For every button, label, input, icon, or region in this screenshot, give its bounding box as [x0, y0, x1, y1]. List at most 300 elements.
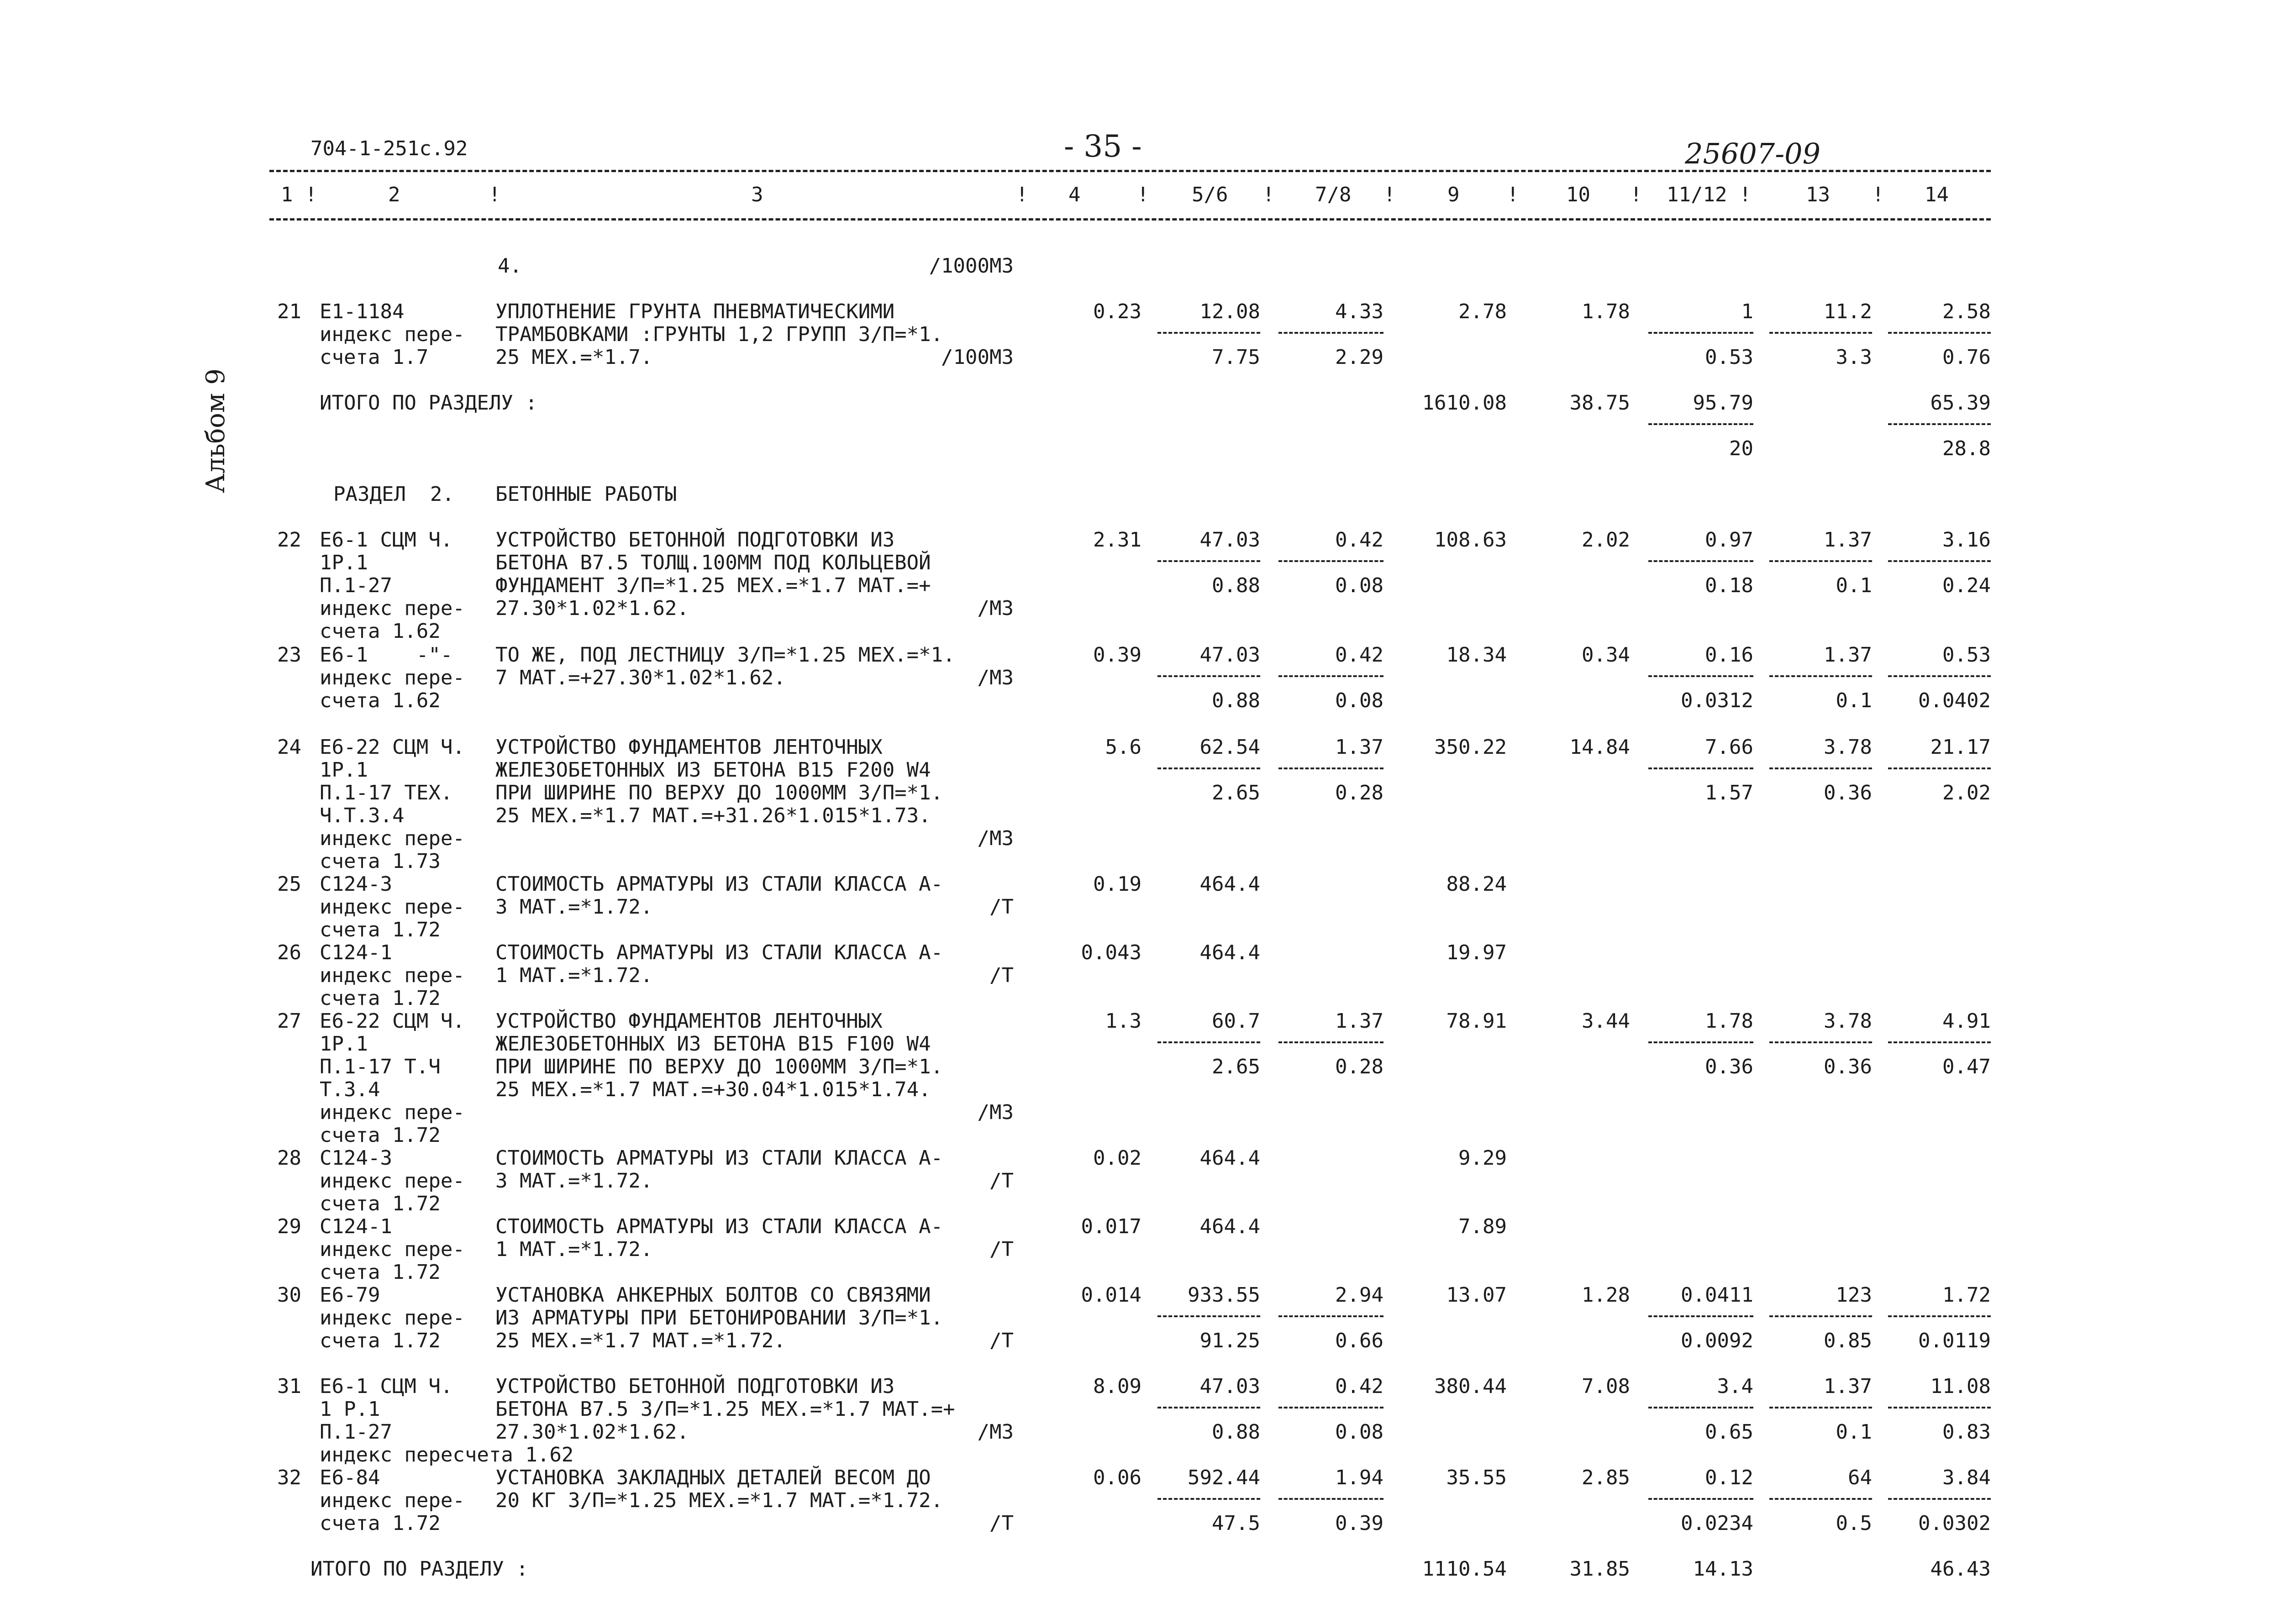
cell-c13: 123 [1836, 1283, 1872, 1307]
section-unit: /1000М3 [929, 254, 1014, 278]
cell-c56: 60.7 [1212, 1009, 1260, 1033]
description-line: ИЗ АРМАТУРЫ ПРИ БЕТОНИРОВАНИИ З/П=*1. [495, 1306, 943, 1330]
page-number: - 35 - [1064, 129, 1142, 164]
cell-c1112: 0.12 [1705, 1466, 1753, 1489]
description-line: 20 КГ З/П=*1.25 МЕХ.=*1.7 МАТ.=*1.72. [495, 1489, 943, 1512]
unit: /Т [989, 964, 1014, 987]
cell-c56: 464.4 [1199, 872, 1260, 896]
description-line: УСТРОЙСТВО ФУНДАМЕНТОВ ЛЕНТОЧНЫХ [495, 1009, 883, 1033]
row-number: 23 [277, 643, 301, 667]
description-line: ФУНДАМЕНТ З/П=*1.25 МЕХ.=*1.7 МАТ.=+ [495, 574, 931, 597]
cell-c4: 0.043 [1081, 941, 1142, 964]
description-line: ЖЕЛЕЗОБЕТОННЫХ ИЗ БЕТОНА В15 F200 W4 [495, 758, 931, 782]
row-number: 22 [277, 528, 301, 552]
description-line: 25 МЕХ.=*1.7 МАТ.=+30.04*1.015*1.74. [495, 1078, 931, 1101]
col-13: 13 [1806, 183, 1830, 206]
cell-c1112: 0.18 [1705, 574, 1753, 597]
description-line: УПЛОТНЕНИЕ ГРУНТА ПНЕВМАТИЧЕСКИМИ [495, 300, 895, 323]
cell-c9: 7.89 [1458, 1215, 1507, 1238]
description-line: 27.30*1.02*1.62. [495, 597, 689, 620]
fraction-line [1157, 1041, 1260, 1043]
fraction-line [1888, 675, 1991, 677]
fraction-line [1157, 560, 1260, 562]
cell-c13: 0.1 [1836, 574, 1872, 597]
code-line: счета 1.7 [320, 346, 429, 369]
unit: /М3 [977, 827, 1014, 850]
code-line: индекс пере- [320, 1306, 465, 1330]
cell-c10: 0.34 [1582, 643, 1630, 667]
cell-c10: 2.02 [1582, 528, 1630, 552]
cell-c56: 91.25 [1199, 1329, 1260, 1352]
code-line: счета 1.72 [320, 1512, 441, 1535]
fraction-line [1888, 1498, 1991, 1500]
description-line: 25 МЕХ.=*1.7 МАТ.=+31.26*1.015*1.73. [495, 804, 931, 827]
code-line: 1Р.1 [320, 1032, 368, 1056]
description-line: ЖЕЛЕЗОБЕТОННЫХ ИЗ БЕТОНА В15 F100 W4 [495, 1032, 931, 1056]
description-line: ПРИ ШИРИНЕ ПО ВЕРХУ ДО 1000ММ З/П=*1. [495, 1055, 943, 1078]
cell-c56: 7.75 [1212, 346, 1260, 369]
fraction-line [1157, 332, 1260, 334]
cell-c4: 0.017 [1081, 1215, 1142, 1238]
cell-c78: 0.28 [1335, 781, 1383, 804]
cell-c13: 3.78 [1824, 1009, 1872, 1033]
cell-c10: 2.85 [1582, 1466, 1630, 1489]
description-line: СТОИМОСТЬ АРМАТУРЫ ИЗ СТАЛИ КЛАССА А- [495, 872, 943, 896]
row-number: 25 [277, 872, 301, 896]
cell-c4: 1.3 [1105, 1009, 1142, 1033]
cell-c14: 46.43 [1930, 1557, 1991, 1581]
code-line: индекс пере- [320, 1238, 465, 1261]
fraction-line [1888, 1041, 1991, 1043]
cell-c9: 13.07 [1446, 1283, 1507, 1307]
col-5-6: 5/6 [1192, 183, 1228, 206]
cell-c78: 0.42 [1335, 643, 1383, 667]
cell-c56: 47.03 [1199, 643, 1260, 667]
fraction-line [1769, 1498, 1872, 1500]
cell-c78: 0.42 [1335, 528, 1383, 552]
code-line: С124-1 [320, 1215, 392, 1238]
col-sep: ! [1630, 183, 1642, 206]
cell-c9: 108.63 [1434, 528, 1507, 552]
col-2: 2 [388, 183, 400, 206]
cell-c78: 0.08 [1335, 574, 1383, 597]
fraction-line [1769, 560, 1872, 562]
code-line: Е1-1184 [320, 300, 405, 323]
code-line: счета 1.72 [320, 1329, 441, 1352]
fraction-line [1278, 1041, 1383, 1043]
fraction-line [1769, 332, 1872, 334]
cell-c56: 12.08 [1199, 300, 1260, 323]
code-line: 1 Р.1 [320, 1398, 380, 1421]
description-line: БЕТОНА В7.5 З/П=*1.25 МЕХ.=*1.7 МАТ.=+ [495, 1398, 955, 1421]
description-line: СТОИМОСТЬ АРМАТУРЫ ИЗ СТАЛИ КЛАССА А- [495, 1215, 943, 1238]
col-11-12: 11/12 ! [1667, 183, 1752, 206]
code-line: индекс пере- [320, 1169, 465, 1193]
cell-c56: 592.44 [1188, 1466, 1260, 1489]
cell-c78: 0.42 [1335, 1375, 1383, 1398]
cell-c14: 0.83 [1942, 1420, 1991, 1444]
code-line: С124-1 [320, 941, 392, 964]
description-line: ТРАМБОВКАМИ :ГРУНТЫ 1,2 ГРУПП З/П=*1. [495, 323, 943, 346]
code-line: счета 1.62 [320, 620, 441, 643]
code-line: С124-3 [320, 1146, 392, 1170]
cell-c1112: 1.57 [1705, 781, 1753, 804]
code-line: Е6-22 СЦМ Ч. [320, 736, 465, 759]
fraction-line [1769, 1407, 1872, 1409]
fraction-line [1648, 423, 1753, 425]
row-number: 30 [277, 1283, 301, 1307]
fraction-line [1157, 1407, 1260, 1409]
cell-c1112: 0.65 [1705, 1420, 1753, 1444]
fraction-line [1769, 675, 1872, 677]
unit: /М3 [977, 597, 1014, 620]
fraction-line [1888, 1407, 1991, 1409]
cell-c4: 0.39 [1093, 643, 1142, 667]
code-line: счета 1.62 [320, 689, 441, 712]
cell-c4: 0.19 [1093, 872, 1142, 896]
cell-c56: 2.65 [1212, 781, 1260, 804]
description-line: 1 МАТ.=*1.72. [495, 964, 653, 987]
cell-c14: 21.17 [1930, 736, 1991, 759]
cell-c9: 350.22 [1434, 736, 1507, 759]
fraction-line [1888, 423, 1991, 425]
fraction-line [1278, 675, 1383, 677]
description-line: 25 МЕХ.=*1.7. [495, 346, 653, 369]
fraction-line [1157, 767, 1260, 769]
col-9: 9 [1447, 183, 1460, 206]
description-line: ТО ЖЕ, ПОД ЛЕСТНИЦУ З/П=*1.25 МЕХ.=*1. [495, 643, 955, 667]
unit: /Т [989, 1169, 1014, 1193]
cell-c9: 9.29 [1458, 1146, 1507, 1170]
code-line: индекс пере- [320, 895, 465, 919]
row-number: 28 [277, 1146, 301, 1170]
code-line: П.1-27 [320, 1420, 392, 1444]
description-line: 3 МАТ.=*1.72. [495, 895, 653, 919]
code-line: индекс пере- [320, 1101, 465, 1124]
col-4: 4 [1068, 183, 1081, 206]
header-bottom-divider [269, 218, 1991, 221]
cell-c13: 1.37 [1824, 643, 1872, 667]
code-line: счета 1.72 [320, 1192, 441, 1215]
cell-c56: 47.03 [1199, 528, 1260, 552]
cell-c78: 1.37 [1335, 1009, 1383, 1033]
fraction-line [1769, 1315, 1872, 1317]
fraction-line [1648, 1407, 1753, 1409]
code-line: Е6-1 СЦМ Ч. [320, 528, 453, 552]
cell-c56: 933.55 [1188, 1283, 1260, 1307]
cell-c14: 0.76 [1942, 346, 1991, 369]
code-line: индекс пере- [320, 666, 465, 689]
cell-c14: 3.84 [1942, 1466, 1991, 1489]
cell-c14: 1.72 [1942, 1283, 1991, 1307]
cell-c78: 2.94 [1335, 1283, 1383, 1307]
code-line: Е6-84 [320, 1466, 380, 1489]
cell-c4: 0.23 [1093, 300, 1142, 323]
unit: /Т [989, 1512, 1014, 1535]
cell-c56: 0.88 [1212, 689, 1260, 712]
row-number: 31 [277, 1375, 301, 1398]
cell-c56: 47.03 [1199, 1375, 1260, 1398]
col-sep: ! [489, 183, 501, 206]
cell-c9: 2.78 [1458, 300, 1507, 323]
cell-c14: 0.24 [1942, 574, 1991, 597]
description-line: СТОИМОСТЬ АРМАТУРЫ ИЗ СТАЛИ КЛАССА А- [495, 1146, 943, 1170]
cell-c56: 464.4 [1199, 941, 1260, 964]
fraction-line [1648, 767, 1753, 769]
cell-c78: 1.94 [1335, 1466, 1383, 1489]
cell-c78: 4.33 [1335, 300, 1383, 323]
cell-c1112: 0.16 [1705, 643, 1753, 667]
code-line: счета 1.72 [320, 918, 441, 941]
code-line: Е6-79 [320, 1283, 380, 1307]
cell-c9: 1110.54 [1422, 1557, 1507, 1581]
description-line: 3 МАТ.=*1.72. [495, 1169, 653, 1193]
unit: /100М3 [941, 346, 1014, 369]
cell-c10: 1.78 [1582, 300, 1630, 323]
fraction-line [1157, 675, 1260, 677]
cell-c1112: 14.13 [1693, 1557, 1753, 1581]
cell-c13: 0.36 [1824, 1055, 1872, 1078]
cell-c1112: 20 [1729, 437, 1753, 460]
col-sep: ! [1137, 183, 1149, 206]
code-line: 1Р.1 [320, 758, 368, 782]
cell-c78: 0.08 [1335, 1420, 1383, 1444]
row-number: 26 [277, 941, 301, 964]
cell-c10: 3.44 [1582, 1009, 1630, 1033]
cell-c10: 38.75 [1569, 391, 1630, 415]
description-line: УСТРОЙСТВО ФУНДАМЕНТОВ ЛЕНТОЧНЫХ [495, 736, 883, 759]
cell-c13: 3.3 [1836, 346, 1872, 369]
cell-c56: 464.4 [1199, 1215, 1260, 1238]
code-line: счета 1.72 [320, 987, 441, 1010]
section-unit-line: 4. [498, 254, 522, 278]
unit: /Т [989, 1238, 1014, 1261]
cell-c14: 0.47 [1942, 1055, 1991, 1078]
fraction-line [1648, 332, 1753, 334]
cell-c10: 31.85 [1569, 1557, 1630, 1581]
cell-c13: 0.5 [1836, 1512, 1872, 1535]
section-heading: РАЗДЕЛ 2. [333, 483, 454, 506]
cell-c78: 0.66 [1335, 1329, 1383, 1352]
code-line: индекс пере- [320, 964, 465, 987]
code-line: П.1-27 [320, 574, 392, 597]
cell-c1112: 95.79 [1693, 391, 1753, 415]
description-line: УСТАНОВКА АНКЕРНЫХ БОЛТОВ СО СВЯЗЯМИ [495, 1283, 931, 1307]
code-line: П.1-17 Т.Ч [320, 1055, 441, 1078]
fraction-line [1648, 1315, 1753, 1317]
code-line: индекс пере- [320, 323, 465, 346]
unit: /М3 [977, 666, 1014, 689]
cell-c56: 47.5 [1212, 1512, 1260, 1535]
col-sep: ! [1016, 183, 1028, 206]
cell-c78: 1.37 [1335, 736, 1383, 759]
cell-c1112: 1 [1741, 300, 1753, 323]
fraction-line [1157, 1498, 1260, 1500]
cell-c13: 11.2 [1824, 300, 1872, 323]
fraction-line [1769, 1041, 1872, 1043]
cell-c14: 4.91 [1942, 1009, 1991, 1033]
total-label: ИТОГО ПО РАЗДЕЛУ : [310, 1557, 528, 1581]
cell-c1112: 0.53 [1705, 346, 1753, 369]
cell-c13: 0.36 [1824, 781, 1872, 804]
unit: /Т [989, 1329, 1014, 1352]
cell-c4: 0.014 [1081, 1283, 1142, 1307]
code-line: счета 1.72 [320, 1124, 441, 1147]
cell-c9: 88.24 [1446, 872, 1507, 896]
fraction-line [1278, 1407, 1383, 1409]
code-line: индекс пересчета 1.62 [320, 1443, 574, 1466]
fraction-line [1888, 332, 1991, 334]
cell-c1112: 0.36 [1705, 1055, 1753, 1078]
description-line: СТОИМОСТЬ АРМАТУРЫ ИЗ СТАЛИ КЛАССА А- [495, 941, 943, 964]
col-sep: ! [1262, 183, 1275, 206]
code-line: Е6-1 СЦМ Ч. [320, 1375, 453, 1398]
cell-c13: 0.85 [1824, 1329, 1872, 1352]
fraction-line [1888, 767, 1991, 769]
cell-c9: 35.55 [1446, 1466, 1507, 1489]
col-14: 14 [1925, 183, 1949, 206]
cell-c78: 0.28 [1335, 1055, 1383, 1078]
fraction-line [1888, 560, 1991, 562]
cell-c10: 14.84 [1569, 736, 1630, 759]
header-top-divider [269, 170, 1991, 172]
col-sep: ! [1872, 183, 1884, 206]
cell-c4: 0.06 [1093, 1466, 1142, 1489]
fraction-line [1278, 332, 1383, 334]
fraction-line [1157, 1315, 1260, 1317]
code-line: индекс пере- [320, 827, 465, 850]
cell-c13: 64 [1848, 1466, 1872, 1489]
col-10: 10 [1566, 183, 1590, 206]
unit: /М3 [977, 1420, 1014, 1444]
cell-c78: 0.39 [1335, 1512, 1383, 1535]
cell-c10: 7.08 [1582, 1375, 1630, 1398]
cell-c13: 1.37 [1824, 1375, 1872, 1398]
cell-c14: 2.58 [1942, 300, 1991, 323]
cell-c13: 1.37 [1824, 528, 1872, 552]
description-line: БЕТОНА В7.5 ТОЛЩ.100ММ ПОД КОЛЬЦЕВОЙ [495, 551, 931, 574]
description-line: УСТАНОВКА ЗАКЛАДНЫХ ДЕТАЛЕЙ ВЕСОМ ДО [495, 1466, 931, 1489]
unit: /М3 [977, 1101, 1014, 1124]
document-number: 25607-09 [1685, 137, 1821, 170]
fraction-line [1278, 767, 1383, 769]
cell-c78: 2.29 [1335, 346, 1383, 369]
cell-c1112: 1.78 [1705, 1009, 1753, 1033]
fraction-line [1648, 675, 1753, 677]
cell-c56: 0.88 [1212, 1420, 1260, 1444]
cell-c9: 18.34 [1446, 643, 1507, 667]
description-line: УСТРОЙСТВО БЕТОННОЙ ПОДГОТОВКИ ИЗ [495, 528, 895, 552]
cell-c78: 0.08 [1335, 689, 1383, 712]
cell-c14: 65.39 [1930, 391, 1991, 415]
col-7-8: 7/8 [1315, 183, 1352, 206]
cell-c56: 62.54 [1199, 736, 1260, 759]
fraction-line [1278, 1498, 1383, 1500]
code-line: индекс пере- [320, 1489, 465, 1512]
row-number: 27 [277, 1009, 301, 1033]
cell-c9: 380.44 [1434, 1375, 1507, 1398]
fraction-line [1648, 1498, 1753, 1500]
cell-c14: 0.53 [1942, 643, 1991, 667]
cell-c14: 3.16 [1942, 528, 1991, 552]
description-line: 1 МАТ.=*1.72. [495, 1238, 653, 1261]
document-code: 704-1-251с.92 [310, 137, 468, 160]
fraction-line [1888, 1315, 1991, 1317]
cell-c56: 2.65 [1212, 1055, 1260, 1078]
section-heading-title: БЕТОННЫЕ РАБОТЫ [495, 483, 677, 506]
cell-c1112: 0.0234 [1681, 1512, 1753, 1535]
description-line: 25 МЕХ.=*1.7 МАТ.=*1.72. [495, 1329, 786, 1352]
row-number: 24 [277, 736, 301, 759]
code-line: Е6-1 -"- [320, 643, 453, 667]
cell-c9: 1610.08 [1422, 391, 1507, 415]
cell-c56: 0.88 [1212, 574, 1260, 597]
col-3: 3 [751, 183, 763, 206]
cell-c14: 0.0302 [1918, 1512, 1991, 1535]
fraction-line [1278, 1315, 1383, 1317]
fraction-line [1769, 767, 1872, 769]
code-line: Ч.Т.3.4 [320, 804, 405, 827]
cell-c13: 0.1 [1836, 1420, 1872, 1444]
cell-c14: 2.02 [1942, 781, 1991, 804]
description-line: 27.30*1.02*1.62. [495, 1420, 689, 1444]
cell-c9: 78.91 [1446, 1009, 1507, 1033]
code-line: Е6-22 СЦМ Ч. [320, 1009, 465, 1033]
code-line: индекс пере- [320, 597, 465, 620]
fraction-line [1278, 560, 1383, 562]
total-label: ИТОГО ПО РАЗДЕЛУ : [320, 391, 537, 415]
col-sep: ! [1383, 183, 1396, 206]
cell-c9: 19.97 [1446, 941, 1507, 964]
album-side-label: Альбом 9 [201, 368, 231, 493]
cell-c4: 5.6 [1105, 736, 1142, 759]
cell-c1112: 7.66 [1705, 736, 1753, 759]
cell-c1112: 0.97 [1705, 528, 1753, 552]
code-line: П.1-17 ТЕХ. [320, 781, 453, 804]
cell-c14: 28.8 [1942, 437, 1991, 460]
cell-c14: 0.0402 [1918, 689, 1991, 712]
cell-c1112: 0.0092 [1681, 1329, 1753, 1352]
cell-c4: 0.02 [1093, 1146, 1142, 1170]
description-line: ПРИ ШИРИНЕ ПО ВЕРХУ ДО 1000ММ З/П=*1. [495, 781, 943, 804]
fraction-line [1648, 560, 1753, 562]
code-line: счета 1.72 [320, 1261, 441, 1284]
cell-c4: 8.09 [1093, 1375, 1142, 1398]
row-number: 32 [277, 1466, 301, 1489]
col-sep: ! [1507, 183, 1519, 206]
code-line: 1Р.1 [320, 551, 368, 574]
cell-c56: 464.4 [1199, 1146, 1260, 1170]
fraction-line [1648, 1041, 1753, 1043]
cell-c13: 0.1 [1836, 689, 1872, 712]
col-1: 1 ! [281, 183, 317, 206]
row-number: 29 [277, 1215, 301, 1238]
description-line: УСТРОЙСТВО БЕТОННОЙ ПОДГОТОВКИ ИЗ [495, 1375, 895, 1398]
row-number: 21 [277, 300, 301, 323]
cell-c1112: 0.0312 [1681, 689, 1753, 712]
cell-c1112: 0.0411 [1681, 1283, 1753, 1307]
cell-c4: 2.31 [1093, 528, 1142, 552]
code-line: С124-3 [320, 872, 392, 896]
cell-c14: 11.08 [1930, 1375, 1991, 1398]
unit: /Т [989, 895, 1014, 919]
code-line: счета 1.73 [320, 850, 441, 873]
description-line: 7 МАТ.=+27.30*1.02*1.62. [495, 666, 786, 689]
cell-c1112: 3.4 [1717, 1375, 1753, 1398]
cell-c10: 1.28 [1582, 1283, 1630, 1307]
cell-c13: 3.78 [1824, 736, 1872, 759]
code-line: Т.3.4 [320, 1078, 380, 1101]
